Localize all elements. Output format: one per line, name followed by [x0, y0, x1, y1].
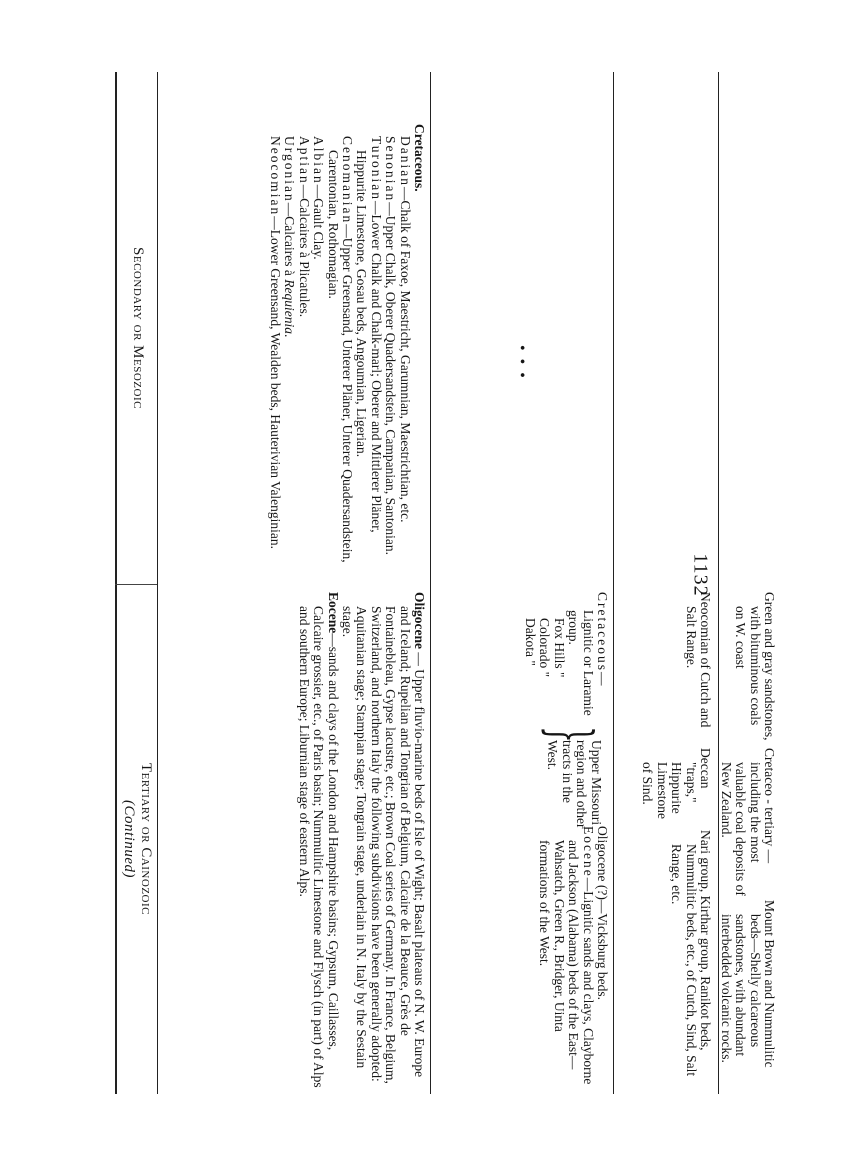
india-deccan: Deccan "traps," Hippurite Limestone of Sind.: [640, 748, 713, 819]
america-cretaceous: Cretaceous— Lignitic or Laramie group. Fox Hills " Colorado " Dakota ": [522, 592, 610, 716]
india-neocomian: Neocomian of Cutch and Salt Range.: [683, 592, 713, 728]
america-tertiary: Oligocene (?)—Vicksburg beds. Eocene—Lignitic sands and clays, Clayborne and Jackson (Alabama) beds of the East—Wahsatch, Green R., Bridger, Uinta formations of the West.: [537, 826, 610, 1085]
table-top-rule: [115, 72, 117, 1094]
america-ellipsis: • • •: [513, 345, 530, 380]
australasia-green: Green and gray sandstones, with bituminous coals on W. coast: [733, 592, 777, 741]
col-sep-2: [613, 72, 614, 1094]
australasia-tertiary: Mount Brown and Nummulitic beds—Shelly calcareous sandstones, with abundant interbedded volcanic rocks.: [718, 900, 777, 1068]
header-secondary: Secondary or Mesozoic: [130, 247, 146, 409]
europe-cretaceous: Cretaceous. Danian—Chalk of Faxoe, Maestricht, Garumnian, Maestrichtian, etc. Senonian—Upper Chalk, Oberer Quadersandstein, Campanian, Santonian. Turonian—Lower Chalk and Chalk-marl; Oberer and Mittlerer Pläner, Hippurite Limestone, Gosau beds, Angoumian, Ligerian. Cenomanian—Upper Greensand, Unterer Pläner, Unterer Quadersandstein, Carentonian, Rothomagian. Albian—Gault Clay. Aptian—Calcaires à Plicatules. Urgonian—Calcaires à Requienia. Neocomian—Lower Greensand, Wealden beds, Hauterivian Valenginian.: [267, 124, 427, 563]
header-rule: [157, 72, 158, 1094]
europe-tertiary: Oligocene — Upper fluvio-marine beds of Isle of Wight; Basalt plateaus of N. W. Europe and Iceland; Rupelian and Tongrian of Belgium, Calcaire de la Beauce, Grès de Fontainebleau, Gypse lacustre, etc.; Brown Coal series of Germany. In France, Belgium, Switzerland, and northern Italy the following subdivisions have been generally adopted: Aquitanian stage; Stampian stage; Tongrain stage, underlain in N. Italy by the Sestain stage. Eocene—sands and clays of the London and Hampshire basins; Gypsum, Caillasses, Calcaire grossier, etc., of Paris basin; Nummulitic Limestone and Flysch (in part) of Alps and southern Europe; Liburnian stage of eastern Alps.: [296, 592, 427, 1088]
america-brace-text: Upper Missouri region and other tracts in the West.: [545, 740, 604, 829]
col-sep-1: [430, 72, 431, 1094]
brace-icon: }: [537, 726, 605, 743]
page-number: 1132: [689, 553, 712, 597]
australasia-cretaceo: Cretaceo - tertiary — including the most valuable coal deposits of New Zealand.: [718, 748, 777, 896]
header-tertiary: Tertiary or Cainozoic (Continued): [121, 762, 154, 915]
india-tertiary: Nari group, Kirthar group, Ranikot beds, Nummulitic beds, etc., of Cutch, Sind, Salt Range, etc.: [669, 830, 713, 1077]
